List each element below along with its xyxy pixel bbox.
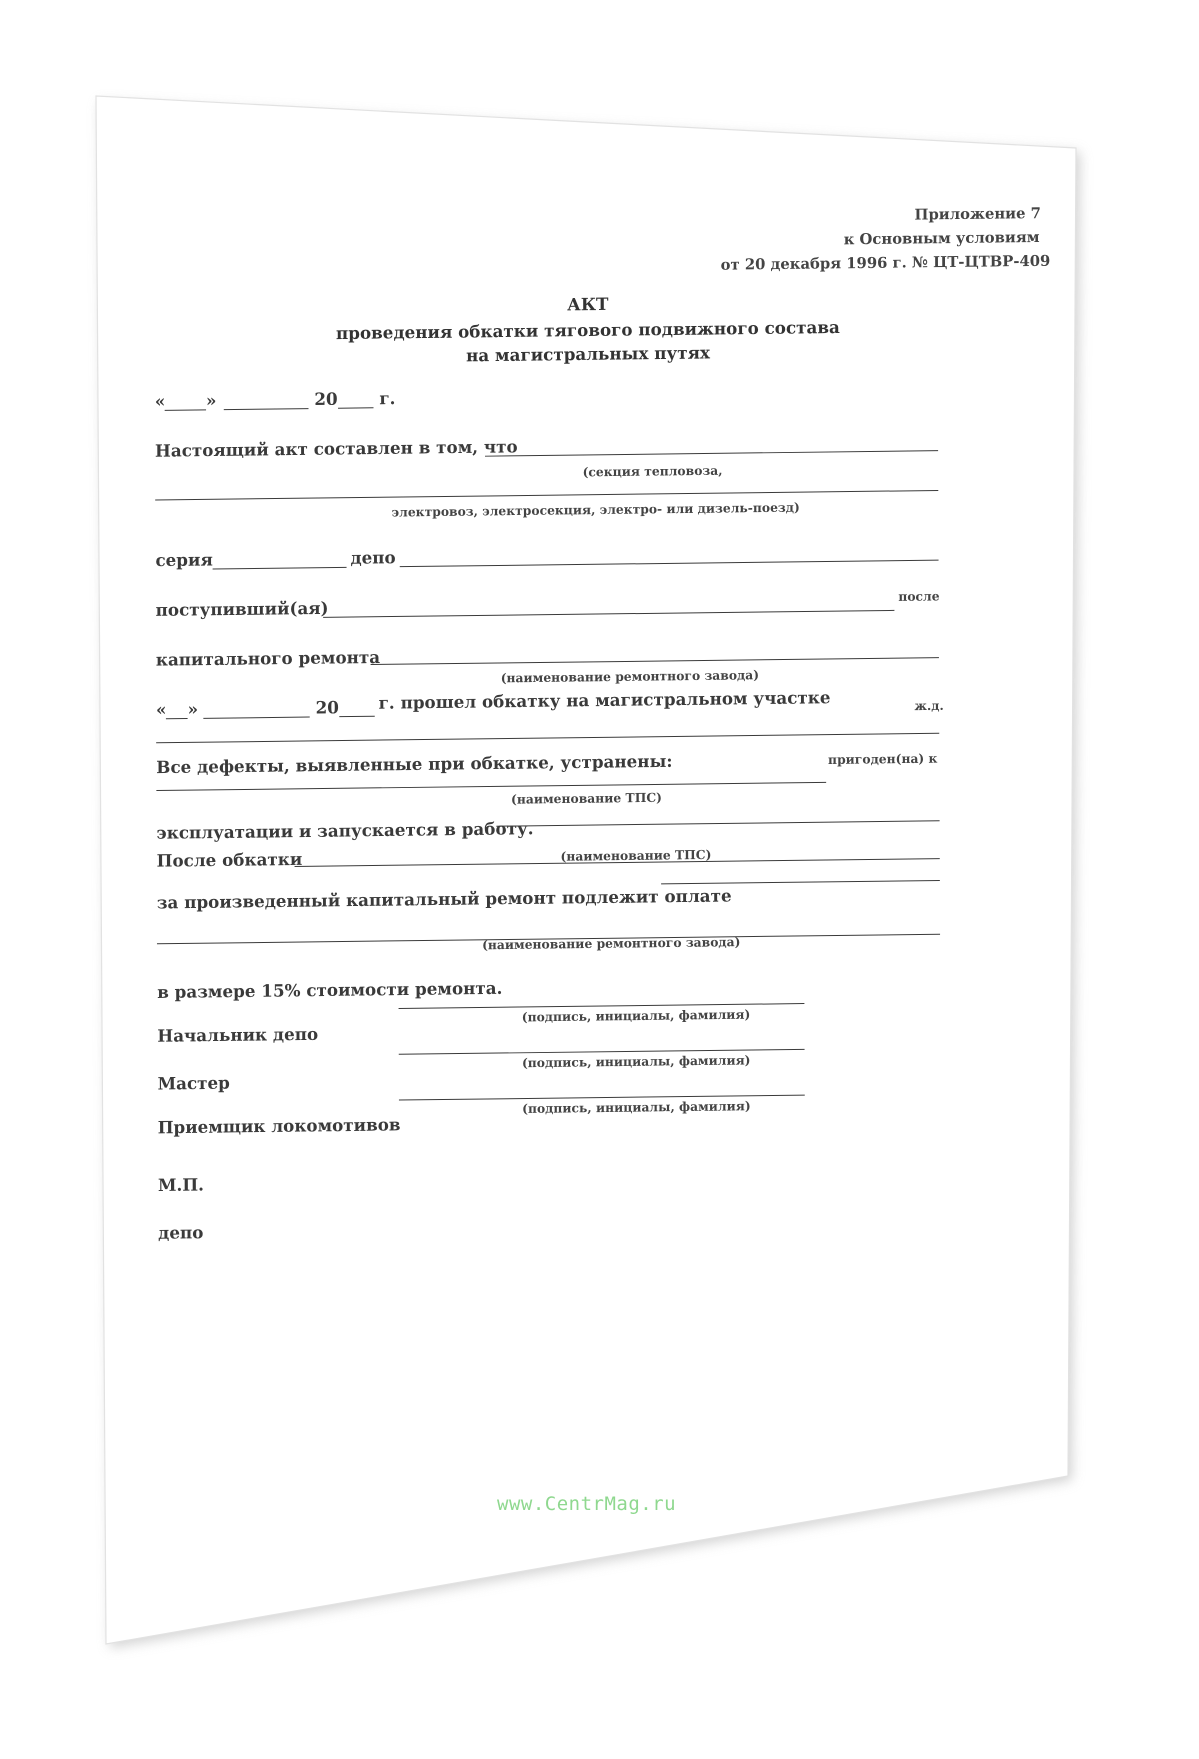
date-close-quote: » [205,391,217,412]
series-blank[interactable] [213,567,347,570]
payment-text: за произведенный капитальный ремонт подлежит оплате [156,886,732,914]
document-title: АКТ [567,294,609,316]
arrived-blank[interactable] [323,610,894,618]
signature-role-master: Мастер [157,1073,230,1095]
run-year-blank[interactable] [339,716,374,717]
depot-label: депо [350,548,396,569]
signature-hint-master: (подпись, инициалы, фамилия) [521,1052,751,1071]
document-page [154,192,1051,1536]
day-blank[interactable] [165,409,206,410]
run-month-blank[interactable] [203,717,309,719]
operation-text: эксплуатации и запускается в работу. [156,819,534,844]
loco-type-blank-2[interactable] [155,490,938,501]
watermark-text: www.CentrMag.ru [497,1493,677,1515]
appendix-number: Приложение 7 [914,204,1041,224]
hint-tps-2: (наименование ТПС) [560,846,712,864]
repair-plant-blank[interactable] [371,657,939,665]
date-year-prefix: 20 [314,389,338,411]
signature-hint-receiver: (подпись, инициалы, фамилия) [522,1098,751,1116]
document-subtitle-1: проведения обкатки тягового подвижного состава [335,318,840,345]
signature-role-receiver: Приемщик локомотивов [157,1115,401,1139]
tps-name-blank[interactable] [156,782,826,791]
after-run-label: После обкатки [156,849,303,872]
hint-tps: (наименование ТПС) [510,789,662,807]
signature-hint-chief: (подпись, инициалы, фамилия) [521,1006,751,1025]
date-year-suffix: г. [379,389,396,410]
series-label: серия [155,550,213,572]
loco-type-blank[interactable] [485,450,938,457]
capital-repair-label: капитального ремонта [155,648,381,671]
run-date-open-quote: « [156,700,167,721]
depot-blank[interactable] [400,560,939,568]
hint-repair-plant: (наименование ремонтного завода) [500,667,760,686]
month-blank[interactable] [224,408,309,410]
run-day-blank[interactable] [166,718,188,719]
appendix-basis: к Основным условиям [843,228,1040,249]
date-open-quote: « [154,391,166,412]
run-year-prefix: 20 [315,698,339,719]
hint-repair-plant-2: (наименование ремонтного завода) [482,934,741,953]
run-date-close-quote: » [187,699,199,721]
year-blank[interactable] [338,407,373,408]
stamp-depot-label: депо [158,1223,204,1244]
fit-label: пригоден(на) к [828,750,938,767]
appendix-date: от 20 декабря 1996 г. № ЦТ-ЦТВР-409 [720,251,1051,274]
defects-text: Все дефекты, выявленные при обкатке, устранены: [156,751,673,779]
hint-loco-types: электровоз, электросекция, электро- или дизель-поезд) [391,499,800,520]
signature-role-chief: Начальник депо [157,1024,319,1047]
payment-blank[interactable] [661,880,940,884]
railway-label: ж.д. [914,697,944,714]
arrived-label: поступивший(ая) [155,598,329,621]
run-passed-text: г. прошел обкатку на магистральном участке [378,688,831,714]
intro-text: Настоящий акт составлен в том, что [154,437,518,462]
after-label: после [898,588,940,604]
hint-section: (секция тепловоза, [582,462,723,480]
amount-text: в размере 15% стоимости ремонта. [157,978,503,1003]
section-blank[interactable] [156,733,939,744]
document-subtitle-2: на магистральных путях [466,343,711,367]
stamp-mp-label: М.П. [157,1175,205,1197]
